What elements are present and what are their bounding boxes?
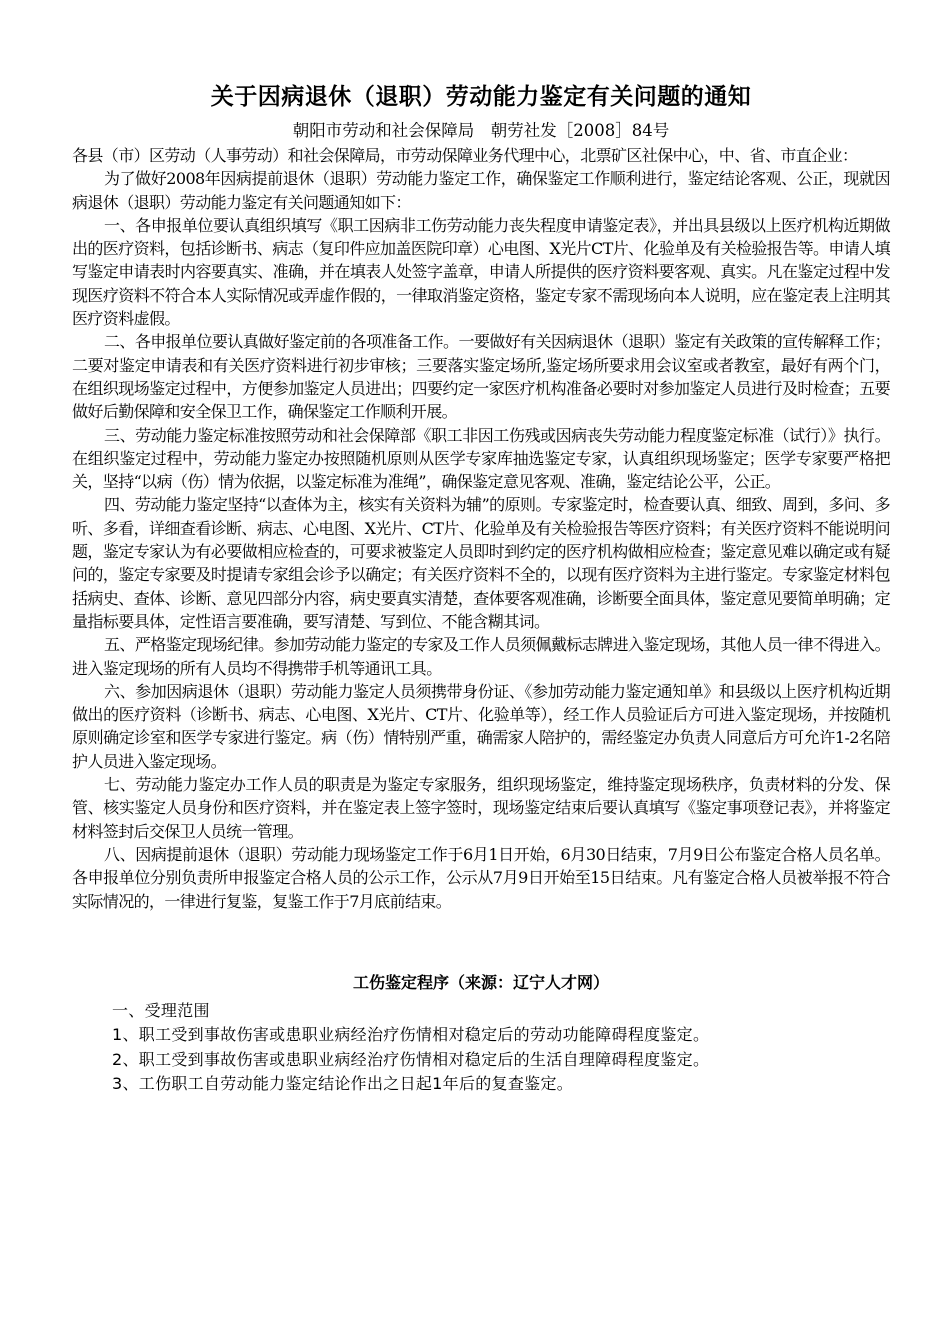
section-item-1: 1、职工受到事故伤害或患职业病经治疗伤情相对稳定后的劳动功能障碍程度鉴定。 bbox=[112, 1025, 710, 1045]
paragraph-8: 八、因病提前退休（退职）劳动能力现场鉴定工作于6月1日开始，6月30日结束，7月9日公布鉴定合格人员名单。各申报单位分别负责所申报鉴定合格人员的公示工作，公示从7月9日开始至15日结束。凡有鉴定合格人员被举报不符合实际情况的，一律进行复鉴，复鉴工作于7月底前结束。 bbox=[72, 844, 890, 911]
injury-appraisal-section bbox=[72, 971, 890, 1097]
document-body bbox=[72, 144, 890, 913]
recipients-line: 各县（市）区劳动（人事劳动）和社会保障局，市劳动保障业务代理中心，北票矿区社保中心，中、省、市直企业： bbox=[72, 146, 858, 165]
paragraph-1: 一、各申报单位要认真组织填写《职工因病非工伤劳动能力丧失程度申请鉴定表》，并出具县级以上医疗机构近期做出的医疗资料，包括诊断书、病志（复印件应加盖医院印章）心电图、X光片CT片、化验单及有关检验报告等。申请人填写鉴定申请表时内容要真实、准确，并在填表人处签字盖章，申请人所提供的医疗资料要客观、真实。凡在鉴定过程中发现医疗资料不符合本人实际情况或弄虚作假的，一律取消鉴定资格，鉴定专家不需现场向本人说明，应在鉴定表上注明其医疗资料虚假。 bbox=[72, 215, 890, 329]
document-issuer-line: 朝阳市劳动和社会保障局 朝劳社发［2008］84号 bbox=[292, 121, 670, 140]
document-title: 关于因病退休（退职）劳动能力鉴定有关问题的通知 bbox=[210, 84, 752, 110]
paragraph-4: 四、劳动能力鉴定坚持“以查体为主，核实有关资料为辅”的原则。专家鉴定时，检查要认真、细致、周到，多问、多听、多看，详细查看诊断、病志、心电图、X光片、CT片、化验单及有关检验报告等医疗资料；有关医疗资料不能说明问题，鉴定专家认为有必要做相应检查的，可要求被鉴定人员即时到约定的医疗机构做相应检查；鉴定意见难以确定或有疑问的，鉴定专家要及时提请专家组会诊予以确定；有关医疗资料不全的，以现有医疗资料为主进行鉴定。专家鉴定材料包括病史、查体、诊断、意见四部分内容，病史要真实清楚，查体要客观准确，诊断要全面具体，鉴定意见要简单明确；定量指标要具体，定性语言要准确，要写清楚、写到位、不能含糊其词。 bbox=[72, 495, 890, 631]
section-item-2: 2、职工受到事故伤害或患职业病经治疗伤情相对稳定后的生活自理障碍程度鉴定。 bbox=[112, 1049, 710, 1069]
paragraph-7: 七、劳动能力鉴定办工作人员的职责是为鉴定专家服务，组织现场鉴定，维持鉴定现场秩序，负责材料的分发、保管、核实鉴定人员身份和医疗资料，并在鉴定表上签字签时，现场鉴定结束后要认真填写《鉴定事项登记表》，并将鉴定材料签封后交保卫人员统一管理。 bbox=[72, 775, 890, 841]
paragraph-3: 三、劳动能力鉴定标准按照劳动和社会保障部《职工非因工伤残或因病丧失劳动能力程度鉴定标准（试行）》执行。在组织鉴定过程中，劳动能力鉴定办按照随机原则从医学专家库抽选鉴定专家，认真组织现场鉴定；医学专家要严格把关，坚持“以病（伤）情为依据，以鉴定标准为准绳”，确保鉴定意见客观、准确，鉴定结论公平，公正。 bbox=[72, 425, 890, 492]
paragraph-5: 五、严格鉴定现场纪律。参加劳动能力鉴定的专家及工作人员须佩戴标志牌进入鉴定现场，其他人员一律不得进入。进入鉴定现场的所有人员均不得携带手机等通讯工具。 bbox=[72, 635, 890, 678]
section-title: 工伤鉴定程序（来源：辽宁人才网） bbox=[352, 972, 609, 992]
section-item-3: 3、工伤职工自劳动能力鉴定结论作出之日起1年后的复查鉴定。 bbox=[112, 1074, 574, 1094]
document-page bbox=[72, 0, 890, 1097]
paragraph-2: 二、各申报单位要认真做好鉴定前的各项准备工作。一要做好有关因病退休（退职）鉴定有关政策的宣传解释工作；二要对鉴定申请表和有关医疗资料进行初步审核；三要落实鉴定场所,鉴定场所要求用会议室或者教室，最好有两个门，在组织现场鉴定过程中，方便参加鉴定人员进出；四要约定一家医疗机构准备必要时对参加鉴定人员进行及时检查；五要做好后勤保障和安全保卫工作，确保鉴定工作顺利开展。 bbox=[72, 332, 890, 422]
intro-paragraph: 为了做好2008年因病提前退休（退职）劳动能力鉴定工作，确保鉴定工作顺利进行，鉴定结论客观、公正，现就因病退休（退职）劳动能力鉴定有关问题通知如下： bbox=[72, 169, 890, 212]
paragraph-6: 六、参加因病退休（退职）劳动能力鉴定人员须携带身份证、《参加劳动能力鉴定通知单》和县级以上医疗机构近期做出的医疗资料（诊断书、病志、心电图、X光片、CT片、化验单等），经工作人员验证后方可进入鉴定现场，并按随机原则确定诊室和医学专家进行鉴定。病（伤）情特别严重，确需家人陪护的，需经鉴定办负责人同意后方可允许1-2名陪护人员进入鉴定现场。 bbox=[72, 681, 890, 771]
section-heading: 一、受理范围 bbox=[112, 1000, 210, 1020]
